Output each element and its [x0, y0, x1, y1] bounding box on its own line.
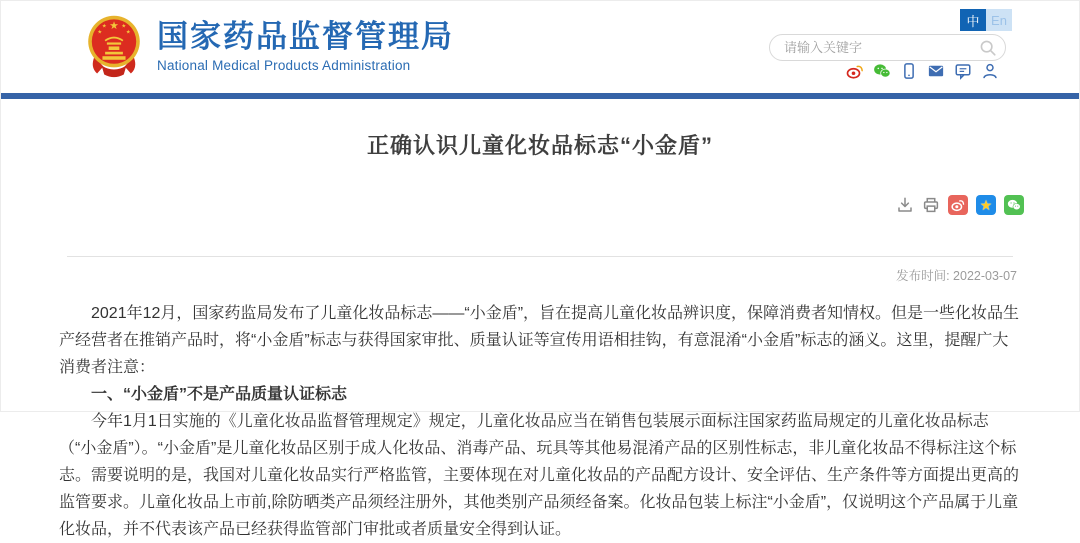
message-icon[interactable]: [954, 62, 972, 80]
wechat-share-icon[interactable]: [1004, 195, 1024, 215]
svg-text:★: ★: [121, 23, 127, 30]
header-divider-bar: [1, 93, 1079, 99]
search-input[interactable]: [784, 40, 979, 55]
user-icon[interactable]: [981, 62, 999, 80]
svg-text:★: ★: [125, 29, 131, 36]
article-toolbar: [896, 195, 1024, 215]
page-title: 正确认识儿童化妆品标志“小金盾”: [366, 133, 713, 158]
article: [1, 129, 1079, 543]
site-logo[interactable]: [85, 14, 454, 78]
site-header: [1, 1, 1079, 93]
paragraph: 2021年12月，国家药监局发布了儿童化妆品标志——“小金盾”，旨在提高儿童化妆品辨识度，保障消费者知情权。但是一些化妆品生产经营者在推销产品时，将“小金盾”标志与获得国家审批、质量认证等宣传用语相挂钩，有意混淆“小金盾”标志的涵义。这里，提醒广大消费者注意：: [59, 305, 1020, 376]
weibo-share-icon[interactable]: [948, 195, 968, 215]
svg-text:★: ★: [101, 23, 107, 30]
paragraph: 今年1月1日实施的《儿童化妆品监督管理规定》规定，儿童化妆品应当在销售包装展示面标注国家药监局规定的儿童化妆品标志（“小金盾”）。“小金盾”是儿童化妆品区别于成人化妆品、消毒产品、玩具等其他易混淆产品的区别性标志，非儿童化妆品不得标注这个标志。需要说明的是，我国对儿童化妆品实行严格监管，主要体现在对儿童化妆品的产品配方设计、安全评估、生产条件等方面提出更高的监管要求。儿童化妆品上市前,除防晒类产品须经注册外，其他类别产品须经备案。化妆品包装上标注“小金盾”，仅说明这个产品属于儿童化妆品，并不代表该产品已经获得监管部门审批或者质量安全得到认证。: [59, 413, 1020, 538]
search-icon[interactable]: [979, 39, 997, 57]
china-national-emblem-icon: [85, 14, 143, 78]
print-icon[interactable]: [922, 196, 940, 214]
lang-tab-chinese[interactable]: 中: [960, 9, 986, 31]
svg-text:★: ★: [109, 20, 119, 33]
mail-icon[interactable]: [927, 62, 945, 80]
site-name-en: National Medical Products Administration: [157, 58, 411, 74]
social-icon-row: [846, 62, 999, 80]
site-name-cn: 国家药品监督管理局: [157, 18, 454, 54]
title-divider: [67, 256, 1013, 257]
weibo-icon[interactable]: [846, 62, 864, 80]
favorite-share-icon[interactable]: ★: [976, 195, 996, 215]
article-body: [59, 300, 1021, 543]
svg-text:★: ★: [97, 29, 103, 36]
language-toggle: [960, 9, 1012, 31]
mobile-icon[interactable]: [900, 62, 918, 80]
search-box: [769, 34, 1006, 61]
download-icon[interactable]: [896, 196, 914, 214]
lang-tab-english[interactable]: En: [986, 9, 1012, 31]
section-heading: 一、“小金盾”不是产品质量认证标志: [91, 386, 348, 403]
publish-time: 发布时间: 2022-03-07: [896, 269, 1017, 283]
site-name-block: [157, 19, 454, 74]
wechat-icon[interactable]: [873, 62, 891, 80]
